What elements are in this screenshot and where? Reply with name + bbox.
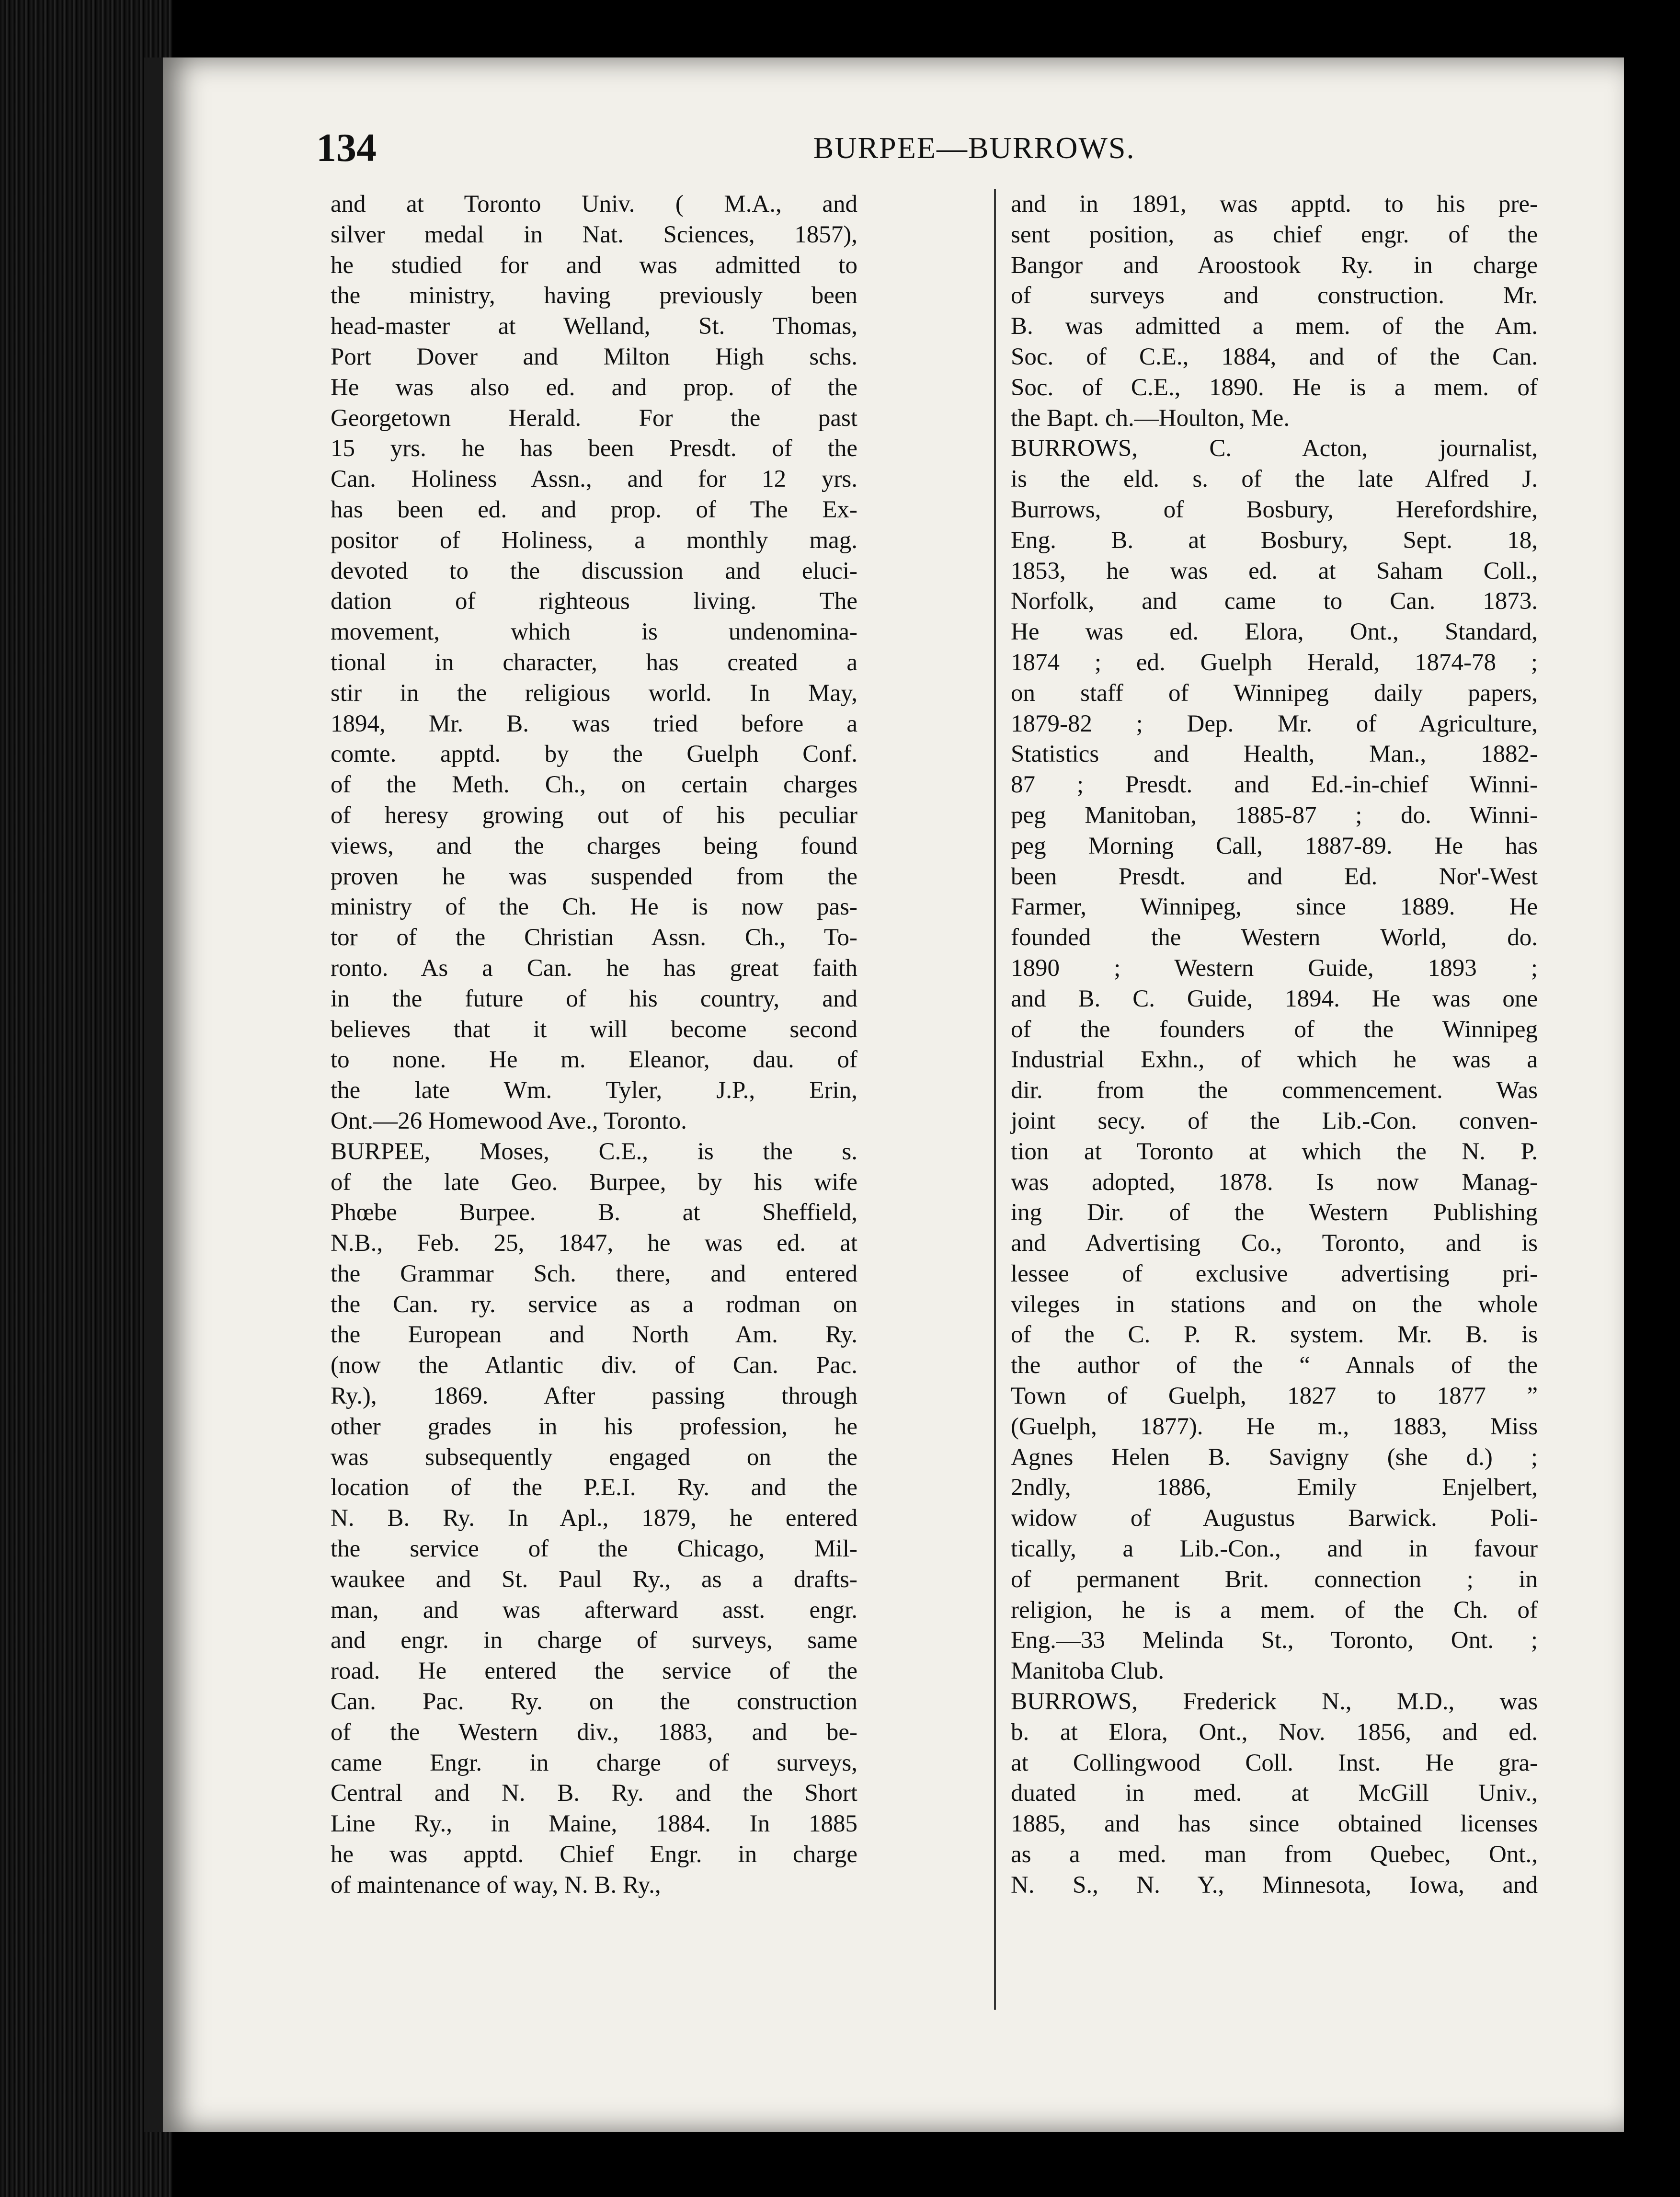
text-line: road. He entered the service of the: [331, 1658, 857, 1685]
text-line: Statistics and Health, Man., 1882-: [1011, 741, 1538, 768]
text-line: of the C. P. R. system. Mr. B. is: [1011, 1321, 1538, 1349]
text-line: waukee and St. Paul Ry., as a drafts-: [331, 1566, 857, 1593]
text-line: silver medal in Nat. Sciences, 1857),: [331, 221, 857, 248]
text-line: the Can. ry. service as a rodman on: [331, 1291, 857, 1318]
text-line: 1874 ; ed. Guelph Herald, 1874-78 ;: [1011, 649, 1538, 676]
text-line: ing Dir. of the Western Publishing: [1011, 1199, 1538, 1226]
text-line: been Presdt. and Ed. Nor'-West: [1011, 863, 1538, 890]
text-line: (now the Atlantic div. of Can. Pac.: [331, 1352, 857, 1379]
text-line: as a med. man from Quebec, Ont.,: [1011, 1841, 1538, 1868]
text-line: the ministry, having previously been: [331, 282, 857, 309]
text-line: Can. Holiness Assn., and for 12 yrs.: [331, 466, 857, 493]
text-line: peg Morning Call, 1887-89. He has: [1011, 832, 1538, 859]
text-line: dation of righteous living. The: [331, 588, 857, 615]
text-line: and in 1891, was apptd. to his pre-: [1011, 191, 1538, 217]
text-line: movement, which is undenomina-: [331, 618, 857, 646]
text-line: ministry of the Ch. He is now pas-: [331, 893, 857, 921]
text-line: Central and N. B. Ry. and the Short: [331, 1780, 857, 1807]
text-line: Manitoba Club.: [1011, 1658, 1165, 1685]
text-line: Ont.—26 Homewood Ave., Toronto.: [331, 1107, 687, 1134]
text-line: dir. from the commencement. Was: [1011, 1077, 1538, 1104]
text-line: of surveys and construction. Mr.: [1011, 282, 1538, 309]
text-line: views, and the charges being found: [331, 832, 857, 859]
text-line: Norfolk, and came to Can. 1873.: [1011, 588, 1538, 615]
text-line: location of the P.E.I. Ry. and the: [331, 1474, 857, 1501]
text-line: Georgetown Herald. For the past: [331, 404, 857, 432]
text-line: duated in med. at McGill Univ.,: [1011, 1780, 1538, 1807]
text-line: man, and was afterward asst. engr.: [331, 1596, 857, 1624]
text-line: religion, he is a mem. of the Ch. of: [1011, 1596, 1538, 1624]
text-line: of the Meth. Ch., on certain charges: [331, 771, 857, 799]
text-line: Ry.), 1869. After passing through: [331, 1383, 857, 1410]
text-line: 87 ; Presdt. and Ed.-in-chief Winni-: [1011, 771, 1538, 799]
text-line: he studied for and was admitted to: [331, 252, 857, 279]
text-line: the Bapt. ch.—Houlton, Me.: [1011, 404, 1290, 432]
text-line: of the late Geo. Burpee, by his wife: [331, 1168, 857, 1196]
text-line: stir in the religious world. In May,: [331, 679, 857, 707]
text-line: proven he was suspended from the: [331, 863, 857, 890]
text-line: N. S., N. Y., Minnesota, Iowa, and: [1011, 1871, 1538, 1899]
text-line: founded the Western World, do.: [1011, 924, 1538, 951]
text-line: (Guelph, 1877). He m., 1883, Miss: [1011, 1413, 1538, 1440]
text-line: has been ed. and prop. of The Ex-: [331, 496, 857, 523]
text-line: at Collingwood Coll. Inst. He gra-: [1011, 1749, 1538, 1776]
text-line: the late Wm. Tyler, J.P., Erin,: [331, 1077, 857, 1104]
text-line: believes that it will become second: [331, 1016, 857, 1043]
text-line: 1879-82 ; Dep. Mr. of Agriculture,: [1011, 710, 1538, 737]
text-line: Town of Guelph, 1827 to 1877 ”: [1011, 1383, 1538, 1410]
text-line: vileges in stations and on the whole: [1011, 1291, 1538, 1318]
text-line: the service of the Chicago, Mil-: [331, 1535, 857, 1563]
text-line: 1890 ; Western Guide, 1893 ;: [1011, 954, 1538, 982]
text-line: devoted to the discussion and eluci-: [331, 557, 857, 584]
text-line: BURROWS, Frederick N., M.D., was: [1011, 1688, 1538, 1716]
text-line: of the Western div., 1883, and be-: [331, 1718, 857, 1746]
text-line: head-master at Welland, St. Thomas,: [331, 313, 857, 340]
text-line: B. was admitted a mem. of the Am.: [1011, 313, 1538, 340]
text-line: BURROWS, C. Acton, journalist,: [1011, 435, 1538, 462]
page-header: [316, 125, 1536, 177]
text-line: sent position, as chief engr. of the: [1011, 221, 1538, 248]
text-line: Burrows, of Bosbury, Herefordshire,: [1011, 496, 1538, 523]
text-line: Agnes Helen B. Savigny (she d.) ;: [1011, 1443, 1538, 1471]
text-line: the European and North Am. Ry.: [331, 1321, 857, 1349]
text-line: 1853, he was ed. at Saham Coll.,: [1011, 557, 1538, 584]
text-line: widow of Augustus Barwick. Poli-: [1011, 1505, 1538, 1532]
text-line: Can. Pac. Ry. on the construction: [331, 1688, 857, 1716]
text-line: on staff of Winnipeg daily papers,: [1011, 679, 1538, 707]
text-line: Eng.—33 Melinda St., Toronto, Ont. ;: [1011, 1627, 1538, 1654]
text-line: ronto. As a Can. he has great faith: [331, 954, 857, 982]
text-line: Farmer, Winnipeg, since 1889. He: [1011, 893, 1538, 921]
text-line: tically, a Lib.-Con., and in favour: [1011, 1535, 1538, 1563]
text-line: the Grammar Sch. there, and entered: [331, 1260, 857, 1287]
text-line: He was ed. Elora, Ont., Standard,: [1011, 618, 1538, 646]
text-line: lessee of exclusive advertising pri-: [1011, 1260, 1538, 1287]
running-head: BURPEE—BURROWS.: [813, 131, 1135, 165]
text-line: was adopted, 1878. Is now Manag-: [1011, 1168, 1538, 1196]
text-line: other grades in his profession, he: [331, 1413, 857, 1440]
text-line: Soc. of C.E., 1884, and of the Can.: [1011, 343, 1538, 370]
text-line: 15 yrs. he has been Presdt. of the: [331, 435, 857, 462]
left-column: [331, 189, 857, 1901]
text-line: tor of the Christian Assn. Ch., To-: [331, 924, 857, 951]
text-columns: [331, 189, 1538, 2024]
text-line: was subsequently engaged on the: [331, 1443, 857, 1471]
text-line: Industrial Exhn., of which he was a: [1011, 1046, 1538, 1074]
text-line: of maintenance of way, N. B. Ry.,: [331, 1871, 661, 1899]
text-line: of the founders of the Winnipeg: [1011, 1016, 1538, 1043]
text-line: comte. apptd. by the Guelph Conf.: [331, 741, 857, 768]
text-line: to none. He m. Eleanor, dau. of: [331, 1046, 857, 1074]
text-line: came Engr. in charge of surveys,: [331, 1749, 857, 1776]
text-line: Phœbe Burpee. B. at Sheffield,: [331, 1199, 857, 1226]
column-divider: [994, 189, 996, 2010]
text-line: and B. C. Guide, 1894. He was one: [1011, 985, 1538, 1012]
text-line: of permanent Brit. connection ; in: [1011, 1566, 1538, 1593]
text-line: tion at Toronto at which the N. P.: [1011, 1138, 1538, 1165]
text-line: peg Manitoban, 1885-87 ; do. Winni-: [1011, 801, 1538, 829]
text-line: 1885, and has since obtained licenses: [1011, 1810, 1538, 1838]
text-line: 2ndly, 1886, Emily Enjelbert,: [1011, 1474, 1538, 1501]
text-line: N. B. Ry. In Apl., 1879, he entered: [331, 1505, 857, 1532]
text-line: positor of Holiness, a monthly mag.: [331, 526, 857, 554]
text-line: he was apptd. Chief Engr. in charge: [331, 1841, 857, 1868]
text-line: He was also ed. and prop. of the: [331, 374, 857, 401]
text-line: N.B., Feb. 25, 1847, he was ed. at: [331, 1230, 857, 1257]
text-line: Bangor and Aroostook Ry. in charge: [1011, 252, 1538, 279]
text-line: Eng. B. at Bosbury, Sept. 18,: [1011, 526, 1538, 554]
text-line: and at Toronto Univ. ( M.A., and: [331, 191, 857, 217]
text-line: joint secy. of the Lib.-Con. conven-: [1011, 1107, 1538, 1134]
text-line: b. at Elora, Ont., Nov. 1856, and ed.: [1011, 1718, 1538, 1746]
text-line: is the eld. s. of the late Alfred J.: [1011, 466, 1538, 493]
text-line: Port Dover and Milton High schs.: [331, 343, 857, 370]
text-line: the author of the “ Annals of the: [1011, 1352, 1538, 1379]
text-line: in the future of his country, and: [331, 985, 857, 1012]
right-column: [1011, 189, 1538, 1901]
text-line: Soc. of C.E., 1890. He is a mem. of: [1011, 374, 1538, 401]
text-line: Line Ry., in Maine, 1884. In 1885: [331, 1810, 857, 1838]
text-line: and engr. in charge of surveys, same: [331, 1627, 857, 1654]
text-line: tional in character, has created a: [331, 649, 857, 676]
text-line: 1894, Mr. B. was tried before a: [331, 710, 857, 737]
text-line: of heresy growing out of his peculiar: [331, 801, 857, 829]
text-line: and Advertising Co., Toronto, and is: [1011, 1230, 1538, 1257]
text-line: BURPEE, Moses, C.E., is the s.: [331, 1138, 857, 1165]
page-number: 134: [316, 126, 377, 170]
